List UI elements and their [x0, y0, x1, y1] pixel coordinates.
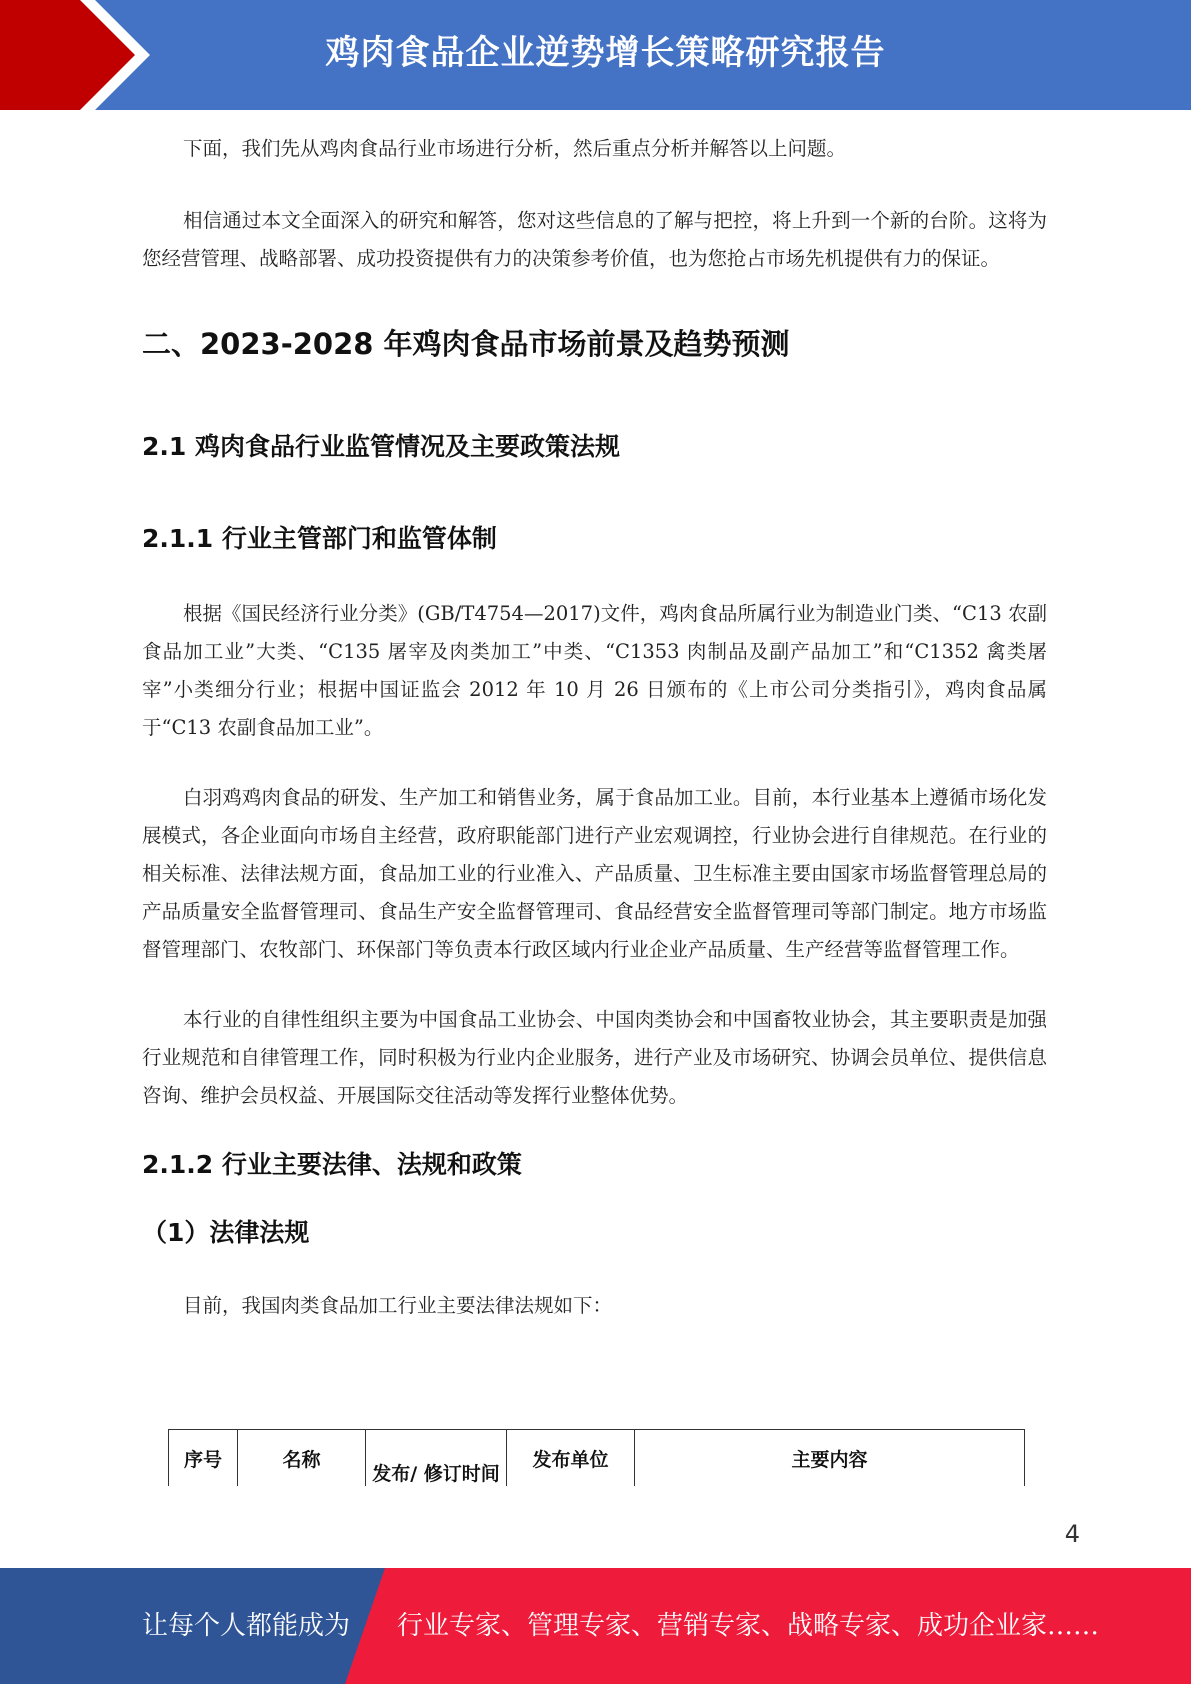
table-header-cell: 主要内容: [635, 1430, 1025, 1487]
page-header: [0, 0, 1191, 110]
paragraph-intro: 下面，我们先从鸡肉食品行业市场进行分析，然后重点分析并解答以上问题。: [183, 137, 847, 160]
section-heading-2-1: 2.1 鸡肉食品行业监管情况及主要政策法规: [142, 432, 620, 461]
paragraph-value: 相信通过本文全面深入的研究和解答，您对这些信息的了解与把控，将上升到一个新的台阶。这将为您经营管理、战略部署、成功投资提供有力的决策参考价值，也为您抢占市场先机提供有力的保证。: [142, 209, 1047, 270]
paragraph-associations: 本行业的自律性组织主要为中国食品工业协会、中国肉类协会和中国畜牧业协会，其主要职责是加强行业规范和自律管理工作，同时积极为行业内企业服务，进行产业及市场研究、协调会员单位、提供信息咨询、维护会员权益、开展国际交往活动等发挥行业整体优势。: [142, 1008, 1047, 1107]
subsection-heading-laws: （1）法律法规: [142, 1218, 310, 1247]
paragraph-laws-intro: 目前，我国肉类食品加工行业主要法律法规如下：: [183, 1294, 613, 1317]
paragraph-classification: 根据《国民经济行业分类》(GB/T4754—2017)文件，鸡肉食品所属行业为制造业门类、“C13 农副食品加工业”大类、“C135 屠宰及肉类加工”中类、“C1353 肉制品及副产品加工”和“C1352 禽类屠宰”小类细分行业；根据中国证监会 2012 年 10 月 26 日颁布的《上市公司分类指引》，鸡肉食品属于“C13 农副食品加工业”。: [142, 602, 1047, 739]
footer-slogan-right: 行业专家、管理专家、营销专家、战略专家、成功企业家……: [397, 1611, 1100, 1641]
table-header-cell: 发布单位: [507, 1430, 635, 1487]
section-heading-2-1-2: 2.1.2 行业主要法律、法规和政策: [142, 1150, 522, 1179]
table-header-row: [169, 1430, 1025, 1487]
paragraph-regulation: 白羽鸡鸡肉食品的研发、生产加工和销售业务，属于食品加工业。目前，本行业基本上遵循市场化发展模式，各企业面向市场自主经营，政府职能部门进行产业宏观调控，行业协会进行自律规范。在行业的相关标准、法律法规方面，食品加工业的行业准入、产品质量、卫生标准主要由国家市场监督管理总局的产品质量安全监督管理司、食品生产安全监督管理司、食品经营安全监督管理司等部门制定。地方市场监督管理部门、农牧部门、环保部门等负责本行政区域内行业企业产品质量、生产经营等监督管理工作。: [142, 786, 1047, 961]
section-heading-2-1-1: 2.1.1 行业主管部门和监管体制: [142, 524, 497, 553]
table-header-cell: 名称: [238, 1430, 366, 1487]
document-body: [142, 130, 1047, 1325]
page-footer: [0, 1568, 1191, 1684]
table-header-cell: 序号: [169, 1430, 238, 1487]
footer-slogan-left: 让每个人都能成为: [142, 1611, 351, 1641]
report-title: 鸡肉食品企业逆势增长策略研究报告: [325, 33, 886, 73]
laws-table: [168, 1429, 1025, 1486]
page-number: 4: [1064, 1520, 1080, 1548]
table-header-cell: 发布/ 修订时间: [366, 1430, 507, 1487]
section-heading-2: 二、2023-2028 年鸡肉食品市场前景及趋势预测: [142, 327, 790, 361]
